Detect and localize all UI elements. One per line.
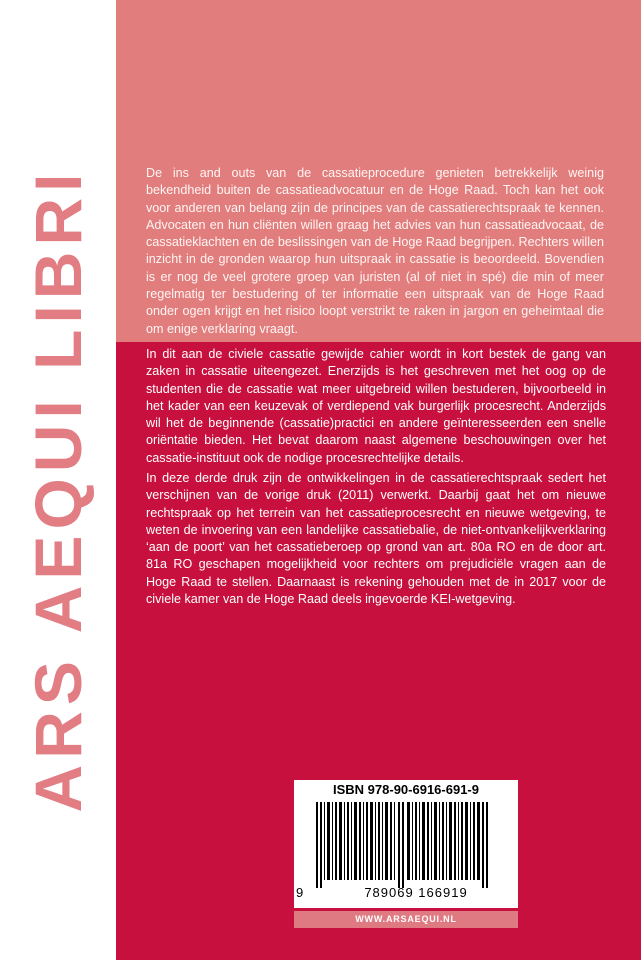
barcode-digits: 789069 166919 xyxy=(364,885,468,900)
isbn-barcode xyxy=(294,780,518,908)
barcode-first-digit: 9 xyxy=(296,885,304,900)
blurb-intro: De ins and outs van de cassatieprocedure genieten betrekkelijk weinig bekendheid buiten de cassatieadvocatuur en de Hoge Raad. Toch kan het ook voor anderen van belang zijn de principes van de cassatierechtspraak te kennen. Advocaten en hun cliënten willen graag het advies van hun cassatieadvocaat, de cassatieklachten en de beslissingen van de Hoge Raad begrijpen. Rechters willen inzicht in de gronden waarop hun uitspraak in cassatie is beoordeeld. Bovendien is er nog de veel grotere groep van juristen (al of niet in spé) die min of meer regelmatig ter bestudering of ter informatie een uitspraak van de Hoge Raad onder ogen krijgt en het risico loopt verstrikt te raken in jargon en geheimtaal die om enige verklaring vraagt. xyxy=(146,166,604,336)
spine-title: ARS AEQUI LIBRI xyxy=(21,167,95,813)
publisher-website: WWW.ARSAEQUI.NL xyxy=(294,911,518,928)
spine-strip xyxy=(0,0,116,960)
blurb-paragraph-2: In deze derde druk zijn de ontwikkelingen in de cassatierechtspraak sedert het verschijnen van de vorige druk (2011) verwerkt. Daarbij gaat het om nieuwe rechtspraak op het terrein van het cassatieprocesrecht en nieuwe wetgeving, te weten de invoering van een landelijke cassatiebalie, de niet-ontvankelijkverklaring ‘aan de poort’ van het cassatieberoep op grond van art. 80a RO en de door art. 81a RO geschapen mogelijkheid voor rechters om prejudiciële vragen aan de Hoge Raad te stellen. Daarnaast is rekening gehouden met de in 2017 voor de civiele kamer van de Hoge Raad deels ingevoerde KEI-wetgeving. xyxy=(146,471,606,607)
blurb-paragraph-1: In dit aan de civiele cassatie gewijde cahier wordt in kort bestek de gang van zaken in cassatie uiteengezet. Enerzijds is het geschreven met het oog op de studenten die de cassatie wat meer uitgebreid willen bestuderen, bijvoorbeeld in het kader van een keuzevak of verdiepend vak burgerlijk procesrecht. Anderzijds wil het de beginnende (cassatie)practici en andere geïnteresseerden een snelle oriëntatie bieden. Het bevat daarom naast algemene beschouwingen over het cassatie-instituut ook de nodige procesrechtelijke details. xyxy=(146,347,606,465)
barcode-bars-icon xyxy=(306,802,506,888)
isbn-label: ISBN 978-90-6916-691-9 xyxy=(333,782,479,797)
